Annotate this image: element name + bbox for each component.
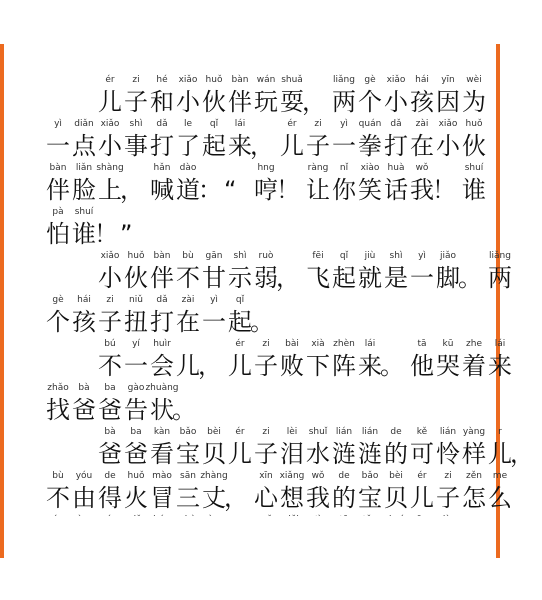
pinyin: yóu (75, 471, 93, 481)
pinyin: ér (105, 75, 115, 85)
text-line (4, 382, 496, 426)
hanzi: 玩 (254, 88, 278, 116)
hanzi: 涟 (358, 440, 382, 468)
pinyin: wán (256, 75, 276, 85)
pinyin: xiǎo (100, 119, 120, 129)
hanzi: 着 (462, 352, 486, 380)
hanzi: 我 (306, 484, 330, 512)
character-with-pinyin (458, 74, 490, 118)
pinyin: dào (179, 163, 197, 173)
hanzi: 弱 (254, 264, 278, 292)
hanzi: 子 (254, 440, 278, 468)
hanzi: 儿 (410, 484, 434, 512)
pinyin: liǎng (333, 75, 355, 85)
pinyin: shuí (464, 163, 484, 173)
hanzi: 扭 (124, 308, 148, 336)
hanzi: 一 (46, 132, 70, 160)
pinyin: yì (340, 119, 348, 129)
hanzi: 你 (332, 176, 356, 204)
hanzi: 孩 (410, 88, 434, 116)
text-line (4, 162, 496, 206)
pinyin: wèi (466, 75, 482, 85)
punctuation-mark: 。 (458, 264, 482, 292)
hanzi: 状 (150, 396, 174, 424)
pinyin: zhuàng (145, 383, 179, 393)
character-with-pinyin (484, 470, 516, 514)
hanzi: 起 (228, 308, 252, 336)
pinyin: shì (129, 119, 143, 129)
hanzi: 伙 (202, 88, 226, 116)
hanzi: 水 (306, 440, 330, 468)
hanzi: 就 (358, 264, 382, 292)
hanzi: 笑 (358, 176, 382, 204)
hanzi: 一 (410, 264, 434, 292)
pinyin: hǎn (153, 163, 171, 173)
hanzi: 小 (176, 88, 200, 116)
hanzi: 贝 (384, 484, 408, 512)
pinyin: shuí (74, 207, 94, 217)
hanzi: 小 (384, 88, 408, 116)
hanzi: 点 (72, 132, 96, 160)
pinyin: bà (78, 383, 90, 393)
pinyin: hng (257, 163, 275, 173)
pinyin: lián (335, 427, 353, 437)
hanzi: 贝 (202, 440, 226, 468)
hanzi: 怕 (46, 220, 70, 248)
hanzi: 来 (358, 352, 382, 380)
punctuation-mark: ： (198, 176, 222, 204)
pinyin: liǎng (489, 251, 511, 261)
hanzi: 会 (150, 352, 174, 380)
pinyin: huà (387, 163, 405, 173)
hanzi: 怎 (462, 484, 486, 512)
pinyin: bà (104, 427, 116, 437)
punctuation-mark: ， (510, 440, 534, 468)
pinyin: de (390, 427, 402, 437)
hanzi: 喊 (150, 176, 174, 204)
pinyin: yì (210, 295, 218, 305)
hanzi: 飞 (306, 264, 330, 292)
hanzi: 伴 (150, 264, 174, 292)
hanzi: 么 (488, 484, 512, 512)
hanzi: 和 (150, 88, 174, 116)
pinyin: kě (416, 427, 428, 437)
pinyin: quán (358, 119, 382, 129)
pinyin: zi (314, 119, 322, 129)
pinyin: ér (417, 471, 427, 481)
hanzi: 宝 (358, 484, 382, 512)
pinyin: huǒ (127, 471, 145, 481)
hanzi: 孩 (72, 308, 96, 336)
pinyin: yì (418, 251, 426, 261)
hanzi: 耍 (280, 88, 304, 116)
punctuation (510, 426, 542, 470)
pinyin: kàn (153, 427, 171, 437)
pinyin: dǎ (156, 295, 168, 305)
text-line (4, 338, 512, 382)
hanzi: 让 (306, 176, 330, 204)
pinyin: zhàng (200, 471, 228, 481)
hanzi: 脚 (436, 264, 460, 292)
pinyin: sān (180, 471, 196, 481)
pinyin: lèi (286, 427, 298, 437)
pinyin: xiǎo (178, 75, 198, 85)
hanzi: 打 (150, 132, 174, 160)
pinyin: hái (415, 75, 429, 85)
character-with-pinyin (458, 118, 490, 162)
hanzi: 儿 (228, 440, 252, 468)
pinyin: pà (52, 207, 64, 217)
pinyin: xīn (259, 471, 273, 481)
pinyin: hé (156, 75, 168, 85)
punctuation-mark: ， (250, 132, 274, 160)
pinyin: dǎ (156, 119, 168, 129)
hanzi: 儿 (98, 88, 122, 116)
pinyin: xià (311, 339, 325, 349)
hanzi: 子 (436, 484, 460, 512)
hanzi: 爸 (124, 440, 148, 468)
pinyin: huǒ (465, 119, 483, 129)
pinyin: lái (234, 119, 246, 129)
pinyin: dǎ (390, 119, 402, 129)
pinyin: kū (442, 339, 454, 349)
pinyin: gè (52, 295, 64, 305)
hanzi: 起 (332, 264, 356, 292)
hanzi: 我 (410, 176, 434, 204)
hanzi: 在 (410, 132, 434, 160)
pinyin: liǎn (75, 163, 93, 173)
hanzi: 由 (72, 484, 96, 512)
hanzi: 爸 (98, 440, 122, 468)
text-line (4, 206, 496, 250)
hanzi: 告 (124, 396, 148, 424)
pinyin: qǐ (235, 295, 245, 305)
hanzi: 丈 (202, 484, 226, 512)
pinyin: huìr (153, 339, 171, 349)
hanzi: 儿 (176, 352, 200, 380)
pinyin: de (338, 471, 350, 481)
hanzi: 道 (176, 176, 200, 204)
hanzi: 了 (176, 132, 200, 160)
pinyin: bài (285, 339, 299, 349)
pinyin: gào (127, 383, 145, 393)
hanzi: 谁 (72, 220, 96, 248)
hanzi: 涟 (332, 440, 356, 468)
hanzi: 想 (280, 484, 304, 512)
hanzi: 小 (98, 132, 122, 160)
pinyin: bú (104, 339, 116, 349)
story-page (4, 44, 534, 558)
pinyin: shuǐ (308, 427, 328, 437)
pinyin: bù (52, 471, 64, 481)
hanzi: 小 (436, 132, 460, 160)
pinyin: bǎo (361, 471, 379, 481)
pinyin: zài (415, 119, 429, 129)
pinyin: me (492, 471, 508, 481)
hanzi: 火 (124, 484, 148, 512)
hanzi: 不 (176, 264, 200, 292)
pinyin: ba (130, 427, 142, 437)
hanzi: 伴 (46, 176, 70, 204)
hanzi: 看 (150, 440, 174, 468)
hanzi: 的 (332, 484, 356, 512)
punctuation-mark: ！ (432, 176, 456, 204)
text-line (4, 470, 512, 514)
hanzi: 下 (306, 352, 330, 380)
punctuation-mark: 。 (380, 352, 404, 380)
hanzi: 两 (488, 264, 512, 292)
hanzi: 得 (98, 484, 122, 512)
hanzi: 伙 (124, 264, 148, 292)
pinyin: zěn (466, 471, 482, 481)
pinyin: ér (235, 427, 245, 437)
character-with-pinyin (484, 250, 516, 294)
punctuation-mark: 。 (250, 308, 274, 336)
hanzi: 爸 (72, 396, 96, 424)
hanzi: 宝 (176, 440, 200, 468)
pinyin: gè (364, 75, 376, 85)
pinyin: xiǎo (386, 75, 406, 85)
pinyin: yì (54, 119, 62, 129)
text-line (4, 250, 512, 294)
pinyin: shì (233, 251, 247, 261)
hanzi: 示 (228, 264, 252, 292)
hanzi: 子 (306, 132, 330, 160)
pinyin: le (183, 119, 193, 129)
hanzi: 不 (98, 352, 122, 380)
hanzi: 谁 (462, 176, 486, 204)
pinyin: shì (389, 251, 403, 261)
pinyin: bù (182, 251, 194, 261)
hanzi: 来 (228, 132, 252, 160)
punctuation-mark: ！ (94, 220, 118, 248)
hanzi: 一 (202, 308, 226, 336)
hanzi: 爸 (98, 396, 122, 424)
hanzi: 是 (384, 264, 408, 292)
hanzi: 一 (332, 132, 356, 160)
pinyin: bèi (207, 427, 221, 437)
pinyin: bàn (231, 75, 249, 85)
pinyin: ruò (258, 251, 274, 261)
punctuation-mark: ， (198, 352, 222, 380)
character-with-pinyin (458, 162, 490, 206)
hanzi: 样 (462, 440, 486, 468)
pinyin: nǐ (339, 163, 349, 173)
pinyin: shàng (96, 163, 124, 173)
pinyin: de (104, 471, 116, 481)
pinyin: r (498, 427, 502, 437)
hanzi: 个 (358, 88, 382, 116)
pinyin: qǐ (339, 251, 349, 261)
hanzi: 心 (254, 484, 278, 512)
hanzi: 在 (176, 308, 200, 336)
hanzi: 打 (150, 308, 174, 336)
pinyin: ér (287, 119, 297, 129)
pinyin: tā (417, 339, 427, 349)
pinyin: ràng (307, 163, 329, 173)
hanzi: 小 (98, 264, 122, 292)
pinyin: zhe (466, 339, 482, 349)
hanzi: 伙 (462, 132, 486, 160)
hanzi: 儿 (228, 352, 252, 380)
character-with-pinyin (484, 338, 516, 382)
pinyin: hái (77, 295, 91, 305)
pinyin: zài (181, 295, 195, 305)
pinyin: wǒ (311, 471, 325, 481)
punctuation-mark: ， (302, 88, 326, 116)
pinyin: bàn (49, 163, 67, 173)
hanzi: 儿 (488, 440, 512, 468)
hanzi: 拳 (358, 132, 382, 160)
pinyin: lái (364, 339, 376, 349)
pinyin: zi (106, 295, 114, 305)
pinyin: zi (444, 471, 452, 481)
pinyin: zhǎo (47, 383, 69, 393)
pinyin: mào (152, 471, 172, 481)
pinyin: jiù (364, 251, 376, 261)
hanzi: 怜 (436, 440, 460, 468)
pinyin: fēi (312, 251, 324, 261)
pinyin: jiǎo (439, 251, 457, 261)
hanzi: 伴 (228, 88, 252, 116)
pinyin: zi (262, 339, 270, 349)
pinyin: lián (439, 427, 457, 437)
pinyin: lián (361, 427, 379, 437)
pinyin: shuǎ (281, 75, 303, 85)
hanzi: 他 (410, 352, 434, 380)
hanzi: 来 (488, 352, 512, 380)
pinyin: huǒ (205, 75, 223, 85)
hanzi: 可 (410, 440, 434, 468)
hanzi: 儿 (280, 132, 304, 160)
punctuation-mark: 。 (172, 396, 196, 424)
pinyin: xiǎng (279, 471, 305, 481)
punctuation-mark: “ (224, 176, 237, 204)
punctuation (250, 294, 282, 338)
hanzi: 子 (254, 352, 278, 380)
hanzi: 打 (384, 132, 408, 160)
punctuation-mark: ！ (276, 176, 300, 204)
pinyin: yí (132, 339, 140, 349)
pinyin: ba (104, 383, 116, 393)
hanzi: 为 (462, 88, 486, 116)
pinyin: xiǎo (100, 251, 120, 261)
hanzi: 找 (46, 396, 70, 424)
text-line (4, 426, 534, 470)
punctuation (120, 206, 152, 250)
hanzi: 泪 (280, 440, 304, 468)
text-line (4, 294, 496, 338)
hanzi: 三 (176, 484, 200, 512)
text-line (4, 74, 496, 118)
hanzi: 话 (384, 176, 408, 204)
punctuation-mark: ， (224, 484, 248, 512)
hanzi: 个 (46, 308, 70, 336)
hanzi: 因 (436, 88, 460, 116)
pinyin: xiào (360, 163, 380, 173)
pinyin: ér (235, 339, 245, 349)
hanzi: 一 (124, 352, 148, 380)
pinyin: bǎo (179, 427, 197, 437)
pinyin: diǎn (74, 119, 94, 129)
hanzi: 败 (280, 352, 304, 380)
pinyin: wǒ (415, 163, 429, 173)
hanzi: 起 (202, 132, 226, 160)
hanzi: 事 (124, 132, 148, 160)
pinyin: yàng (462, 427, 486, 437)
hanzi: 哼 (254, 176, 278, 204)
hanzi: 两 (332, 88, 356, 116)
hanzi: 子 (98, 308, 122, 336)
pinyin: yīn (441, 75, 455, 85)
hanzi: 甘 (202, 264, 226, 292)
pinyin: lái (494, 339, 506, 349)
hanzi: 上 (98, 176, 122, 204)
hanzi: 的 (384, 440, 408, 468)
punctuation-mark: ， (120, 176, 144, 204)
pinyin: bàn (153, 251, 171, 261)
hanzi: 哭 (436, 352, 460, 380)
hanzi: 不 (46, 484, 70, 512)
hanzi: 脸 (72, 176, 96, 204)
hanzi: 阵 (332, 352, 356, 380)
punctuation-mark: ， (276, 264, 300, 292)
pinyin: bèi (389, 471, 403, 481)
punctuation-mark: ” (120, 220, 133, 248)
pinyin: gān (205, 251, 223, 261)
pinyin: huǒ (127, 251, 145, 261)
hanzi: 子 (124, 88, 148, 116)
punctuation (172, 382, 204, 426)
pinyin: xiǎo (438, 119, 458, 129)
text-line (4, 118, 496, 162)
pinyin: qǐ (209, 119, 219, 129)
pinyin: zi (132, 75, 140, 85)
pinyin: zhèn (333, 339, 355, 349)
hanzi: 冒 (150, 484, 174, 512)
page-crop-mask (4, 516, 496, 558)
pinyin: zi (262, 427, 270, 437)
pinyin: niǔ (129, 295, 143, 305)
